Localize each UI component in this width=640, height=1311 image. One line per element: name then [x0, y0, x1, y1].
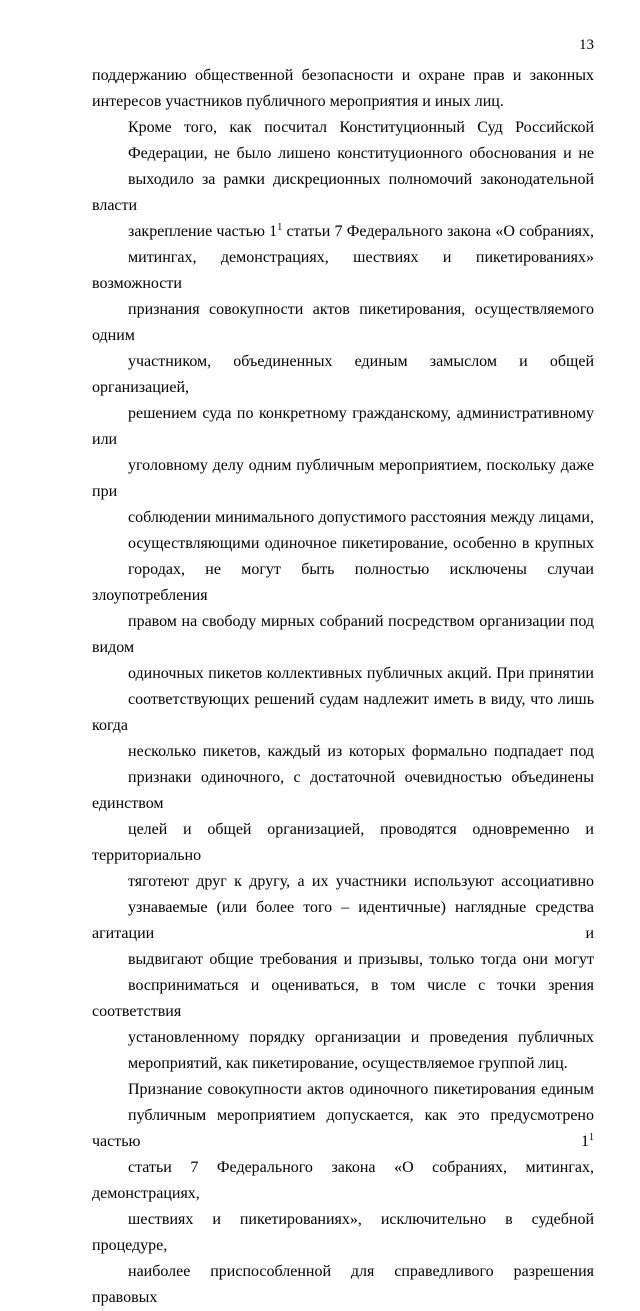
text-line: закрепление частью $1^1$ статьи 7 Федерального закона «О собраниях,	[128, 222, 595, 240]
text-line: осуществляющими одиночное пикетирование, особенно в крупных	[128, 535, 594, 552]
text-line: установленному порядку организации и проведения публичных	[128, 1029, 594, 1046]
paragraph	[92, 115, 594, 1077]
superscript: 1	[589, 1132, 594, 1143]
text-line: участником, объединенных единым замыслом и общей организацией,	[92, 353, 594, 396]
text-line: Кроме того, как посчитал Конституционный Суд Российской	[128, 119, 594, 136]
superscript: 1	[277, 222, 283, 233]
text-line: соблюдении минимального допустимого расстояния между лицами,	[128, 509, 594, 526]
text-line: выходило за рамки дискреционных полномочий законодательной власти	[92, 171, 594, 214]
text-line: мероприятий, как пикетирование, осуществляемое группой лиц.	[128, 1055, 568, 1072]
text-line: тяготеют друг к другу, а их участники используют ассоциативно	[128, 873, 594, 890]
text-line: признания совокупности актов пикетирования, осуществляемого одним	[92, 301, 594, 344]
text-line: шествиях и пикетированиях», исключительно в судебной процедуре,	[92, 1211, 594, 1254]
text-line: целей и общей организацией, проводятся одновременно и территориально	[92, 821, 594, 864]
paragraph	[92, 63, 594, 115]
text-line: восприниматься и оцениваться, в том числе с точки зрения соответствия	[92, 977, 594, 1020]
text-line: решением суда по конкретному гражданскому, административному или	[92, 405, 594, 448]
text-line: Признание совокупности актов одиночного пикетирования единым	[128, 1081, 594, 1098]
text-line: соответствующих решений судам надлежит иметь в виду, что лишь когда	[92, 691, 594, 734]
text-line: уголовному делу одним публичным мероприятием, поскольку даже при	[92, 457, 594, 500]
text-line: публичным мероприятием допускается, как это предусмотрено частью $1^1$	[92, 1107, 594, 1150]
text-line: интересов участников публичного мероприятия и иных лиц.	[92, 93, 504, 110]
text-line: митингах, демонстрациях, шествиях и пикетированиях» возможности	[92, 249, 594, 292]
text-line: статьи 7 Федерального закона «О собраниях, митингах, демонстрациях,	[92, 1159, 594, 1202]
text-line: поддержанию общественной безопасности и охране прав и законных	[92, 67, 594, 84]
text-line: узнаваемые (или более того – идентичные) наглядные средства агитации и	[92, 899, 594, 942]
text-line: городах, не могут быть полностью исключены случаи злоупотребления	[92, 561, 594, 604]
text-line: несколько пикетов, каждый из которых формально подпадает под	[128, 743, 594, 760]
page-number: 13	[579, 37, 594, 53]
text-line: одиночных пикетов коллективных публичных акций. При принятии	[128, 665, 594, 682]
text-line: выдвигают общие требования и призывы, только тогда они могут	[128, 951, 594, 968]
text-line: наиболее приспособленной для справедливого разрешения правовых	[92, 1263, 594, 1306]
text-line: правом на свободу мирных собраний посредством организации под видом	[92, 613, 594, 656]
paragraph	[92, 1077, 594, 1311]
text-line: признаки одиночного, с достаточной очевидностью объединены единством	[92, 769, 594, 812]
document-body	[92, 63, 594, 1311]
text-line: Федерации, не было лишено конституционного обоснования и не	[128, 145, 594, 162]
